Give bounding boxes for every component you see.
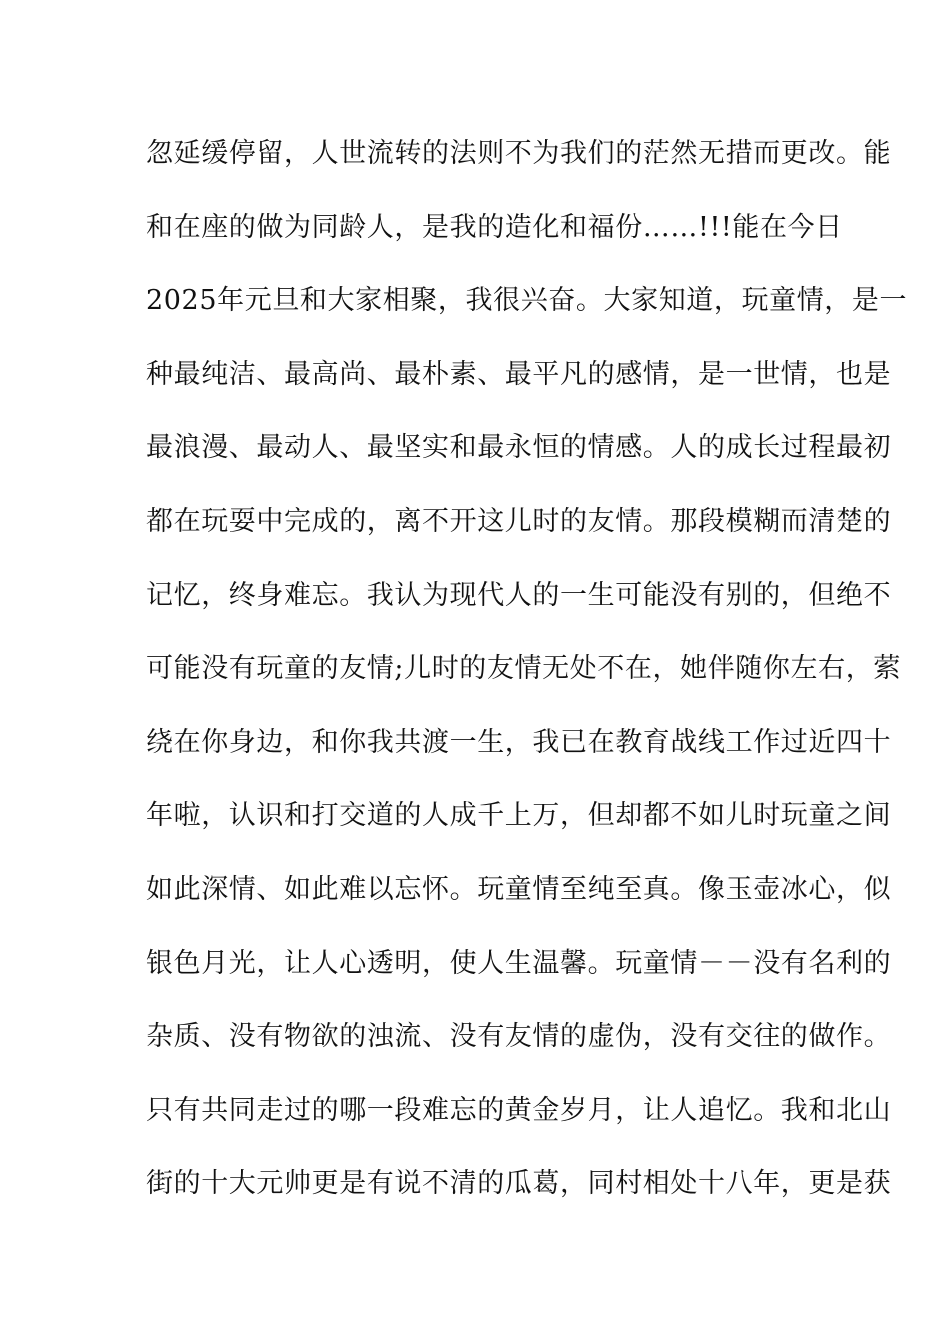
text-line: 如此深情、如此难以忘怀。玩童情至纯至真。像玉壶冰心，似	[146, 873, 892, 905]
text-line: 记忆，终身难忘。我认为现代人的一生可能没有别的，但绝不	[146, 579, 892, 611]
text-line: 只有共同走过的哪一段难忘的黄金岁月，让人追忆。我和北山	[146, 1094, 892, 1126]
body-text	[146, 134, 908, 1238]
text-line: 绕在你身边，和你我共渡一生，我已在教育战线工作过近四十	[146, 726, 892, 758]
text-line: 银色月光，让人心透明，使人生温馨。玩童情－－没有名利的	[146, 947, 892, 979]
text-line: 2025年元旦和大家相聚，我很兴奋。大家知道，玩童情，是一	[146, 285, 908, 317]
text-line: 年啦，认识和打交道的人成千上万，但却都不如儿时玩童之间	[146, 800, 892, 832]
text-line: 街的十大元帅更是有说不清的瓜葛，同村相处十八年，更是获	[146, 1168, 892, 1200]
text-line: 都在玩耍中完成的，离不开这儿时的友情。那段模糊而清楚的	[146, 505, 892, 537]
text-line: 忽延缓停留，人世流转的法则不为我们的茫然无措而更改。能	[146, 138, 892, 169]
text-line: 可能没有玩童的友情;儿时的友情无处不在，她伴随你左右，萦	[146, 653, 901, 685]
text-line: 种最纯洁、最高尚、最朴素、最平凡的感情，是一世情，也是	[146, 358, 892, 390]
text-line: 最浪漫、最动人、最坚实和最永恒的情感。人的成长过程最初	[146, 432, 892, 464]
text-line: 和在座的做为同龄人，是我的造化和福份……!!!能在今日	[146, 211, 843, 243]
text-line: 杂质、没有物欲的浊流、没有友情的虚伪，没有交往的做作。	[146, 1021, 892, 1053]
